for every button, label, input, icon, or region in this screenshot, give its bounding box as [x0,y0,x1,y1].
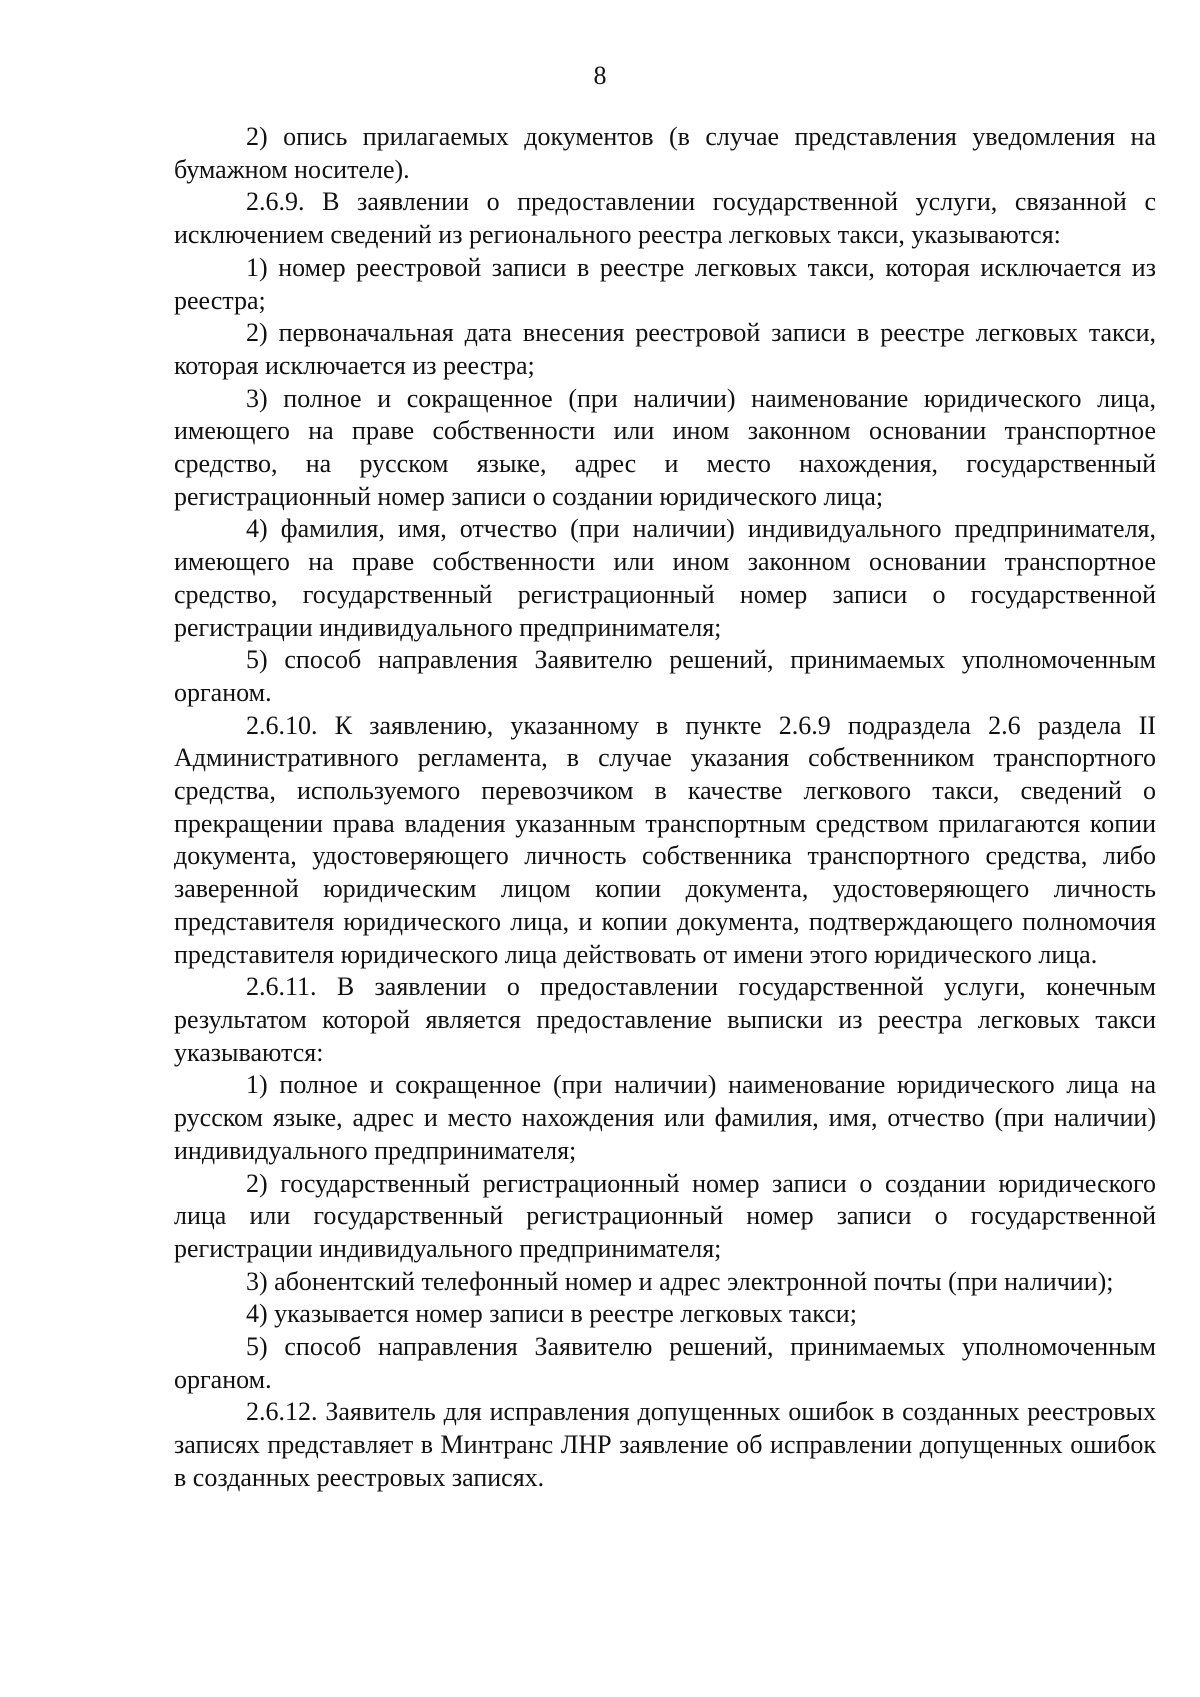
paragraph: 5) способ направления Заявителю решений, принимаемых уполномоченным органом. [174,1332,1156,1394]
document-body [174,121,1156,1495]
paragraph: 2) опись прилагаемых документов (в случае представления уведомления на бумажном носителе). [174,122,1156,184]
paragraph: 2.6.10. К заявлению, указанному в пункте 2.6.9 подраздела 2.6 раздела II Административного регламента, в случае указания собственником транспортного средства, используемого перевозчиком в качестве легкового такси, сведений о прекращении права владения указанным транспортным средством прилагаются копии документа, удостоверяющего личность собственника транспортного средства, либо заверенной юридическим лицом копии документа, удостоверяющего личность представителя юридического лица, и копии документа, подтверждающего полномочия представителя юридического лица действовать от имени этого юридического лица. [174,710,1156,969]
paragraph: 2.6.9. В заявлении о предоставлении государственной услуги, связанной с исключением сведений из регионального реестра легковых такси, указываются: [174,187,1156,250]
paragraph: 5) способ направления Заявителю решений, принимаемых уполномоченным органом. [174,645,1156,707]
paragraph: 3) абонентский телефонный номер и адрес электронной почты (при наличии); [246,1266,1114,1296]
paragraph: 4) фамилия, имя, отчество (при наличии) индивидуального предпринимателя, имеющего на праве собственности или ином законном основании транспортное средство, государственный регистрационный номер записи о государственной регистрации индивидуального предпринимателя; [174,514,1156,642]
paragraph: 1) номер реестровой записи в реестре легковых такси, которая исключается из реестра; [174,252,1156,315]
page-number: 8 [593,61,607,90]
paragraph: 2) первоначальная дата внесения реестровой записи в реестре легковых такси, которая исключается из реестра; [174,318,1156,380]
paragraph: 1) полное и сокращенное (при наличии) наименование юридического лица на русском языке, адрес и место нахождения или фамилия, имя, отчество (при наличии) индивидуального предпринимателя; [174,1070,1156,1165]
paragraph: 2) государственный регистрационный номер записи о создании юридического лица или государственный регистрационный номер записи о государственной регистрации индивидуального предпринимателя; [174,1168,1156,1263]
paragraph: 4) указывается номер записи в реестре легковых такси; [246,1299,857,1329]
paragraph: 3) полное и сокращенное (при наличии) наименование юридического лица, имеющего на праве собственности или ином законном основании транспортное средство, на русском языке, адрес и место нахождения, государственный регистрационный номер записи о создании юридического лица; [174,383,1156,511]
paragraph: 2.6.12. Заявитель для исправления допущенных ошибок в созданных реестровых записях представляет в Минтранс ЛНР заявление об исправлении допущенных ошибок в созданных реестровых записях. [174,1397,1156,1492]
paragraph: 2.6.11. В заявлении о предоставлении государственной услуги, конечным результатом которой является предоставление выписки из реестра легковых такси указываются: [174,972,1156,1067]
